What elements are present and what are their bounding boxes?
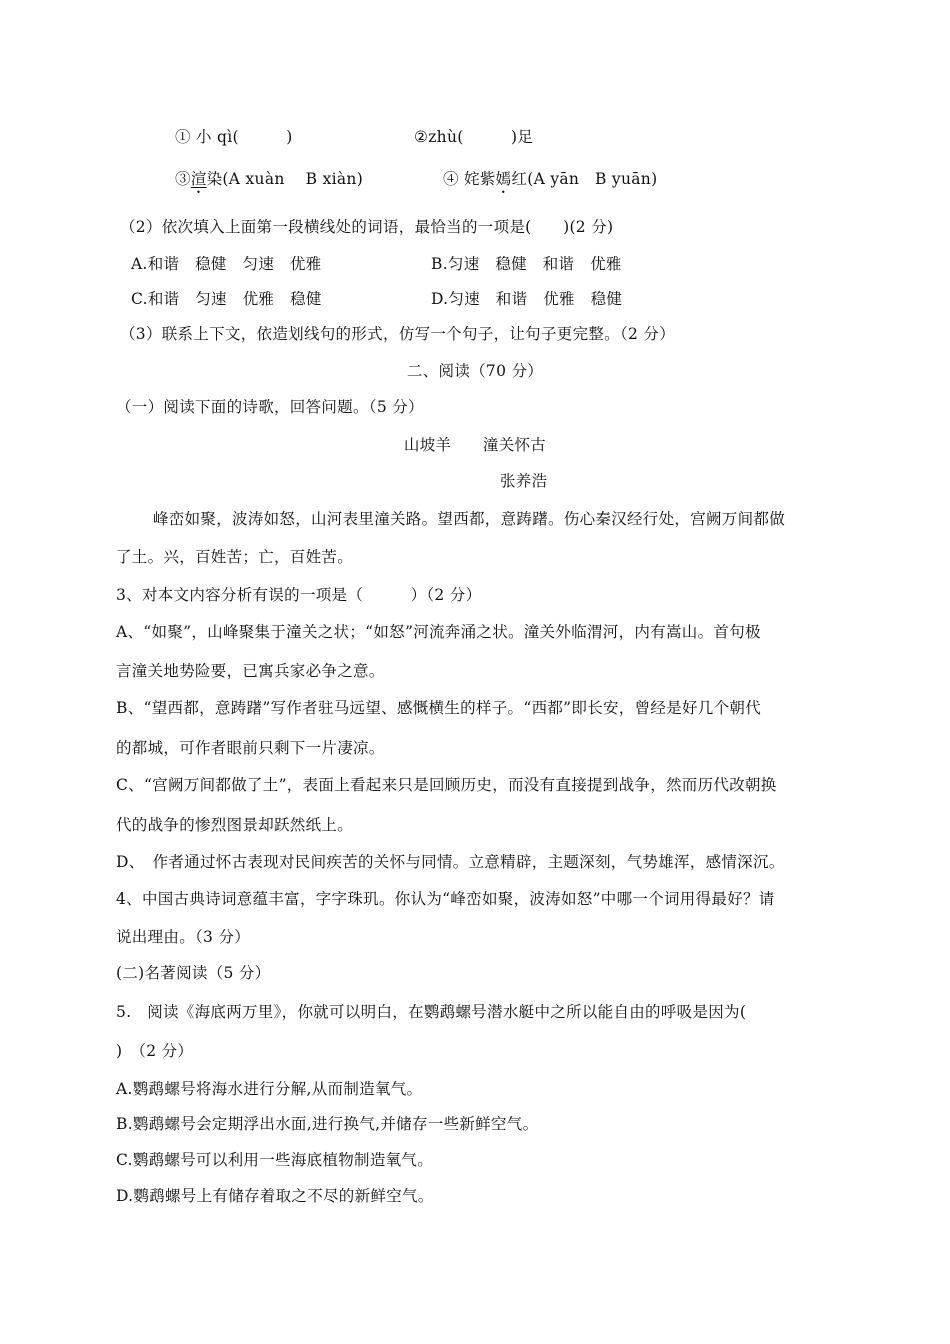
item3-marked-char: 渲: [190, 170, 207, 188]
pinyin-item-2: ②zhù( )足: [414, 128, 534, 146]
question-3-option-c-line1: C、“宫阙万间都做了土”，表面上看起来只是回顾历史，而没有直接提到战争，然而历代改朝换: [116, 776, 777, 794]
pinyin-item-1: ① 小 qì( ): [175, 128, 293, 146]
q2-stem: （2）依次填入上面第一段横线处的词语，最恰当的一项是( )(2 分): [120, 218, 614, 236]
question-5-option-c: C.鹦鹉螺号可以利用一些海底植物制造氧气。: [116, 1151, 434, 1169]
q2-option-a: A.和谐 稳健 匀速 优雅: [131, 255, 322, 273]
question-5-line1: 5. 阅读《海底两万里》，你就可以明白，在鹦鹉螺号潜水艇中之所以能自由的呼吸是因为(: [116, 1003, 747, 1021]
section-heading: 二、阅读（70 分）: [406, 362, 544, 380]
question-3-option-c-line2: 代的战争的惨烈图景却跃然纸上。: [116, 816, 354, 834]
question-3-option-a-line1: A、“如聚”，山峰聚集于潼关之状；“如怒”河流奔涌之状。潼关外临渭河，内有嵩山。首句极: [116, 623, 761, 641]
question-3-option-b-line2: 的都城，可作者眼前只剩下一片凄凉。: [116, 739, 385, 757]
item3-rest: 染(A xuàn B xiàn): [206, 170, 364, 188]
item4-rest: 红(A yān B yuān): [511, 170, 658, 188]
q2-option-c: C.和谐 匀速 优雅 稳健: [131, 290, 322, 308]
question-4-line1: 4、中国古典诗词意蕴丰富，字字珠玑。你认为“峰峦如聚，波涛如怒”中哪一个词用得最好？请: [116, 890, 775, 908]
question-3-option-b-line1: B、“望西都，意踌躇”写作者驻马远望、感慨横生的样子。“西都”即长安，曾经是好几个朝代: [116, 699, 761, 717]
q3-stem: （3）联系上下文，依造划线句的形式，仿写一个句子，让句子更完整。（2 分）: [120, 325, 676, 343]
poem-title: 山坡羊 潼关怀古: [403, 436, 547, 454]
item3-prefix: ③: [175, 170, 191, 188]
question-3-option-a-line2: 言潼关地势险要，已寓兵家必争之意。: [116, 662, 385, 680]
q2-option-d: D.匀速 和谐 优雅 稳健: [431, 290, 623, 308]
part2-intro: (二)名著阅读（5 分）: [116, 964, 271, 982]
question-3-stem: 3、对本文内容分析有误的一项是（ ）（2 分）: [116, 586, 482, 604]
question-5-line2: ) （2 分）: [116, 1042, 194, 1060]
question-5-option-b: B.鹦鹉螺号会定期浮出水面,进行换气,并储存一些新鲜空气。: [116, 1115, 539, 1133]
q2-option-b: B.匀速 稳健 和谐 优雅: [431, 255, 622, 273]
poem-author: 张养浩: [500, 472, 548, 490]
item4-marked-char: 嫣: [495, 170, 512, 188]
part1-intro: （一）阅读下面的诗歌，回答问题。（5 分）: [116, 398, 424, 416]
question-4-line2: 说出理由。（3 分）: [116, 928, 251, 946]
question-5-option-d: D.鹦鹉螺号上有储存着取之不尽的新鲜空气。: [116, 1187, 434, 1205]
question-5-option-a: A.鹦鹉螺号将海水进行分解,从而制造氧气。: [116, 1080, 423, 1098]
pinyin-item-4: [443, 168, 657, 197]
item4-prefix: ④ 姹紫: [443, 170, 496, 188]
question-3-option-d: D、 作者通过怀古表现对民间疾苦的关怀与同情。立意精辟，主题深刻，气势雄浑，感情深沉。: [116, 853, 785, 871]
poem-line-1: 峰峦如聚，波涛如怒，山河表里潼关路。望西都，意踌躇。伤心秦汉经行处，宫阙万间都做: [153, 510, 786, 528]
pinyin-item-3: [175, 168, 363, 197]
poem-line-2: 了土。兴，百姓苦；亡，百姓苦。: [116, 548, 354, 566]
